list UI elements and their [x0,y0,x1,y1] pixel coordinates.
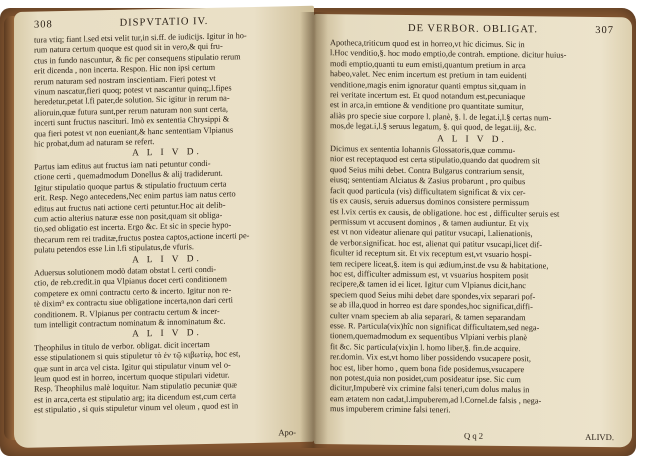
text-line: speciem quod Seius mihi debet dare spondes,vix separari pof- [330,289,536,302]
text-line: editus aut fructus nati actione certi petuntur.Hoc ait delib- [34,200,226,214]
text-line: de verbor.significat. hoc est, alienat qui patitur vsucapi,licet dif- [330,237,542,250]
left-page-number: 308 [34,19,53,31]
catchword: Apo- [278,427,296,438]
left-page-body [34,30,300,432]
section-heading: A L I V D. [132,147,202,159]
text-line: ctio, de reb.credit.in qua Vlpianus docet certi conditionem [34,274,227,288]
text-line: est in arca,certa est stipulatio arg; ita dicendum est,cum certa [34,391,236,405]
text-line: competere ex omni contractu certo & incerto. Igitur non re- [34,285,232,299]
text-line: fit &c. Sic particula(vix)in l. homo liber,§. fin.de acquire. [330,341,521,353]
right-intro-text [330,38,614,135]
text-line: esse stipulationem si quis stipuletur τὸ ἐν τῷ κιβωτίῳ, hoc est, [34,349,241,363]
left-section-3-text [34,338,300,416]
book-gutter-shadow [300,12,328,448]
text-line: pulatu petendos esse l.in l.fi stipulatus,de vfuris. [34,242,194,255]
text-line: hoc est, difficulter admissum est, vt vsuarius hospitem posit [330,269,529,281]
text-line: ctus in fundo nascuntur, & fic per consequens stipulatio rerum [34,52,241,66]
text-line: culter vnam speciem ab alia separari, & tamen separandam [330,310,526,322]
text-line: ctione certi , quemadmodum Donellus & alij tradiderunt. [34,168,223,182]
text-line: mos,de legat.i,l.§ seruus legatum, §. qui quod, de legat.iij, &c. [330,121,537,133]
text-line: permissum vt accusent dominos , & tamen audiuntur. Et vix [330,217,529,229]
text-line: eam ætatem non cadat,l.impuberem,ad l.Cornel.de falsis , nega- [330,393,542,406]
text-line: venditione,magis enim ignoratur quanti emptus sit,quam in [330,79,526,91]
text-line: tem recipere liceat,§. item is qui ædium,inst.de vsu & habitatione, [330,258,549,270]
text-line: Apotheca,triticum quod est in horreo,vt hic dicimus. Sic in [330,38,525,50]
text-line: cum actio alterius naturæ esse non posit,quam sit obliga- [34,210,223,224]
text-line: aliàs pro specie siue corpore l. planè, §. l. de legat.i,l.§ certas num- [330,111,552,123]
section-heading: A L I V D. [437,133,507,145]
right-running-head: DE VERBOR. OBLIGAT. [407,22,539,36]
text-line: rer.domin. Vix est,vt homo liber possidendo vsucapere posit, [330,352,531,364]
text-line: ficulter id receptum sit. Et vix receptum est,vt vsuario hospi- [330,248,532,260]
text-line: se ab illa,quod in horreo est dare spondes,hoc significat,diffi- [330,300,533,312]
text-line: facit quod particula (vis) difficultatem significat & vix cer- [330,185,526,197]
text-line: leum quod est in horreo, incertum quoque stipulari videtur. [34,370,230,384]
text-line: rum natura certum quoque est quod sit in vero,& qui fru- [34,42,223,55]
text-line: est stipulatio , si quis stipuletur vinum vel oleum , quod est in [34,401,239,415]
text-line: qua fieri potest vt non eueniant,& hanc sententiam Vlpianus [34,125,234,139]
text-line: eiusq; sententiam Alciatus & Zasius probarunt , pro quibus [330,175,526,187]
text-line: Partus iam editus aut fructus iam nati petuntur condi- [34,158,211,172]
text-line: Resp. Theophilus malè loquitur. Nam stipulatio pecuniæ quæ [34,380,237,394]
text-line: tè dixim⁹ ex contractu siue obligatione incerta,non dari certi [34,295,233,309]
left-running-head: DISPVTATIO IV. [119,15,209,29]
right-page-body [330,38,614,431]
right-page [314,14,632,447]
signature-mark: Q q 2 [464,430,484,441]
text-line: habeo,valet. Nec enim incertum est pretium in tam euidenti [330,69,527,81]
text-line: thecarum rem rei traditæ,fructus postea captos,actione incerti pe- [34,230,250,245]
text-line: tis ex causis, seruis aduersus dominos consistere permissum [330,196,530,208]
text-line: rerum naturam sed nostram inscientiam. Fieri potest vt [34,73,216,87]
catchword: ALIVD. [585,431,614,443]
text-line: vinum nascatur,fieri quoq; potest vt nascantur quinq;,l.fipes [34,83,232,97]
text-line: quæ sunt in arca vel cista. Igitur qui stipulatur vinum vel o- [34,360,231,374]
text-line: tionem,quemadmodum ex sequentibus Vlpiani verbis planè [330,331,528,343]
text-line: non potest,quia non posidet,cum posideatur ipse. Sic cum [330,373,521,385]
text-line: Theophilus in titulo de verbor. obligat. dicit incertam [34,339,210,353]
text-line: est l.vix certis ex causis, de obligatione. hoc est , difficulter seruis est [330,206,560,219]
left-section-2-text [34,263,300,331]
text-line: quod Seius mihi debet. Contra Bulgarus contrarium sensit, [330,165,525,177]
text-line: incerti sunt fructus nascituri. Imò ex sententia Chrysippi & [34,114,230,128]
left-page [14,6,314,448]
text-line: nior est receptaquod est certa stipulatio,quando dat quodrem sit [330,154,540,166]
text-line: conditionem. R. Vlpianus per contractu certum & incer- [34,306,220,320]
text-line: rei veritate incertum est. Et quod notandum est,pecuniaque [330,90,526,102]
text-line: mus impuberem crimine falsi teneri. [330,404,451,415]
text-line: Igitur stipulatio quoque partus & stipulatio fructuum certa [34,179,227,193]
text-line: hoc est, liber homo , quem bona fide posidemus,vsucapere [330,362,525,374]
text-line: erit dicenda , non incerta. Respon. Hic non ipsi certum [34,63,216,76]
section-heading: A L I V D. [132,253,202,266]
text-line: Aduersus solutionem modò datam obstat l. certi condi- [34,264,217,278]
text-line: modi emptio,quanti tu eum emisti,quantum pretium in arca [330,58,526,71]
right-page-footer [314,430,632,443]
text-line: tum intelligit contractum nominatum & innominatum &c. [34,316,226,330]
section-heading: A L I V D. [132,328,202,340]
text-line: erit. Resp. Nego antecedens,Nec enim partus iam natus certo [34,189,236,203]
text-line: est in arca,in emtione & venditione pro quantitate sumitur, [330,100,524,112]
text-line: est vt non videatur alienare qui patitur vsucapi, l.alienationis, [330,227,533,239]
left-section-1-text [34,157,300,256]
left-page-footer [14,427,314,443]
left-intro-text [34,30,300,150]
text-line: l.Hoc venditio,§. hoc modo emptio,de contrah. emptione. dicitur huius- [330,48,567,61]
text-line: recipere,& tamen id ei licet. Igitur cum Vlpianus dicit,hanc [330,279,526,291]
text-line: dicitur,Impuberè vix crimine falsi teneri,cum dolus malus in [330,383,530,395]
right-section-1-text [330,144,614,418]
text-line: heredetur,petat l.fi pater,de solution. Sic igitur in rerum na- [34,93,230,108]
text-line: Dicimus ex sententia Iohannis Glossatoris,quæ commu- [330,144,516,156]
text-line: tura vtiq; fiant l.sed etsi velit tur,in si.ff. de iudicijs. Igitur in ho- [34,31,247,45]
text-line: tio,sed obligatio est incerta. Ergo &c. Et sic in specie hypo- [34,220,232,234]
right-page-number: 307 [595,24,614,37]
text-line: hic probat,dum ad naturam se refert. [34,137,155,149]
text-line: esse. R. Particula(vix)hîc non significat difficultatem,sed nega- [330,321,540,333]
text-line: alioruin,quæ futura sunt,per rerum naturam non sunt certa, [34,104,229,118]
